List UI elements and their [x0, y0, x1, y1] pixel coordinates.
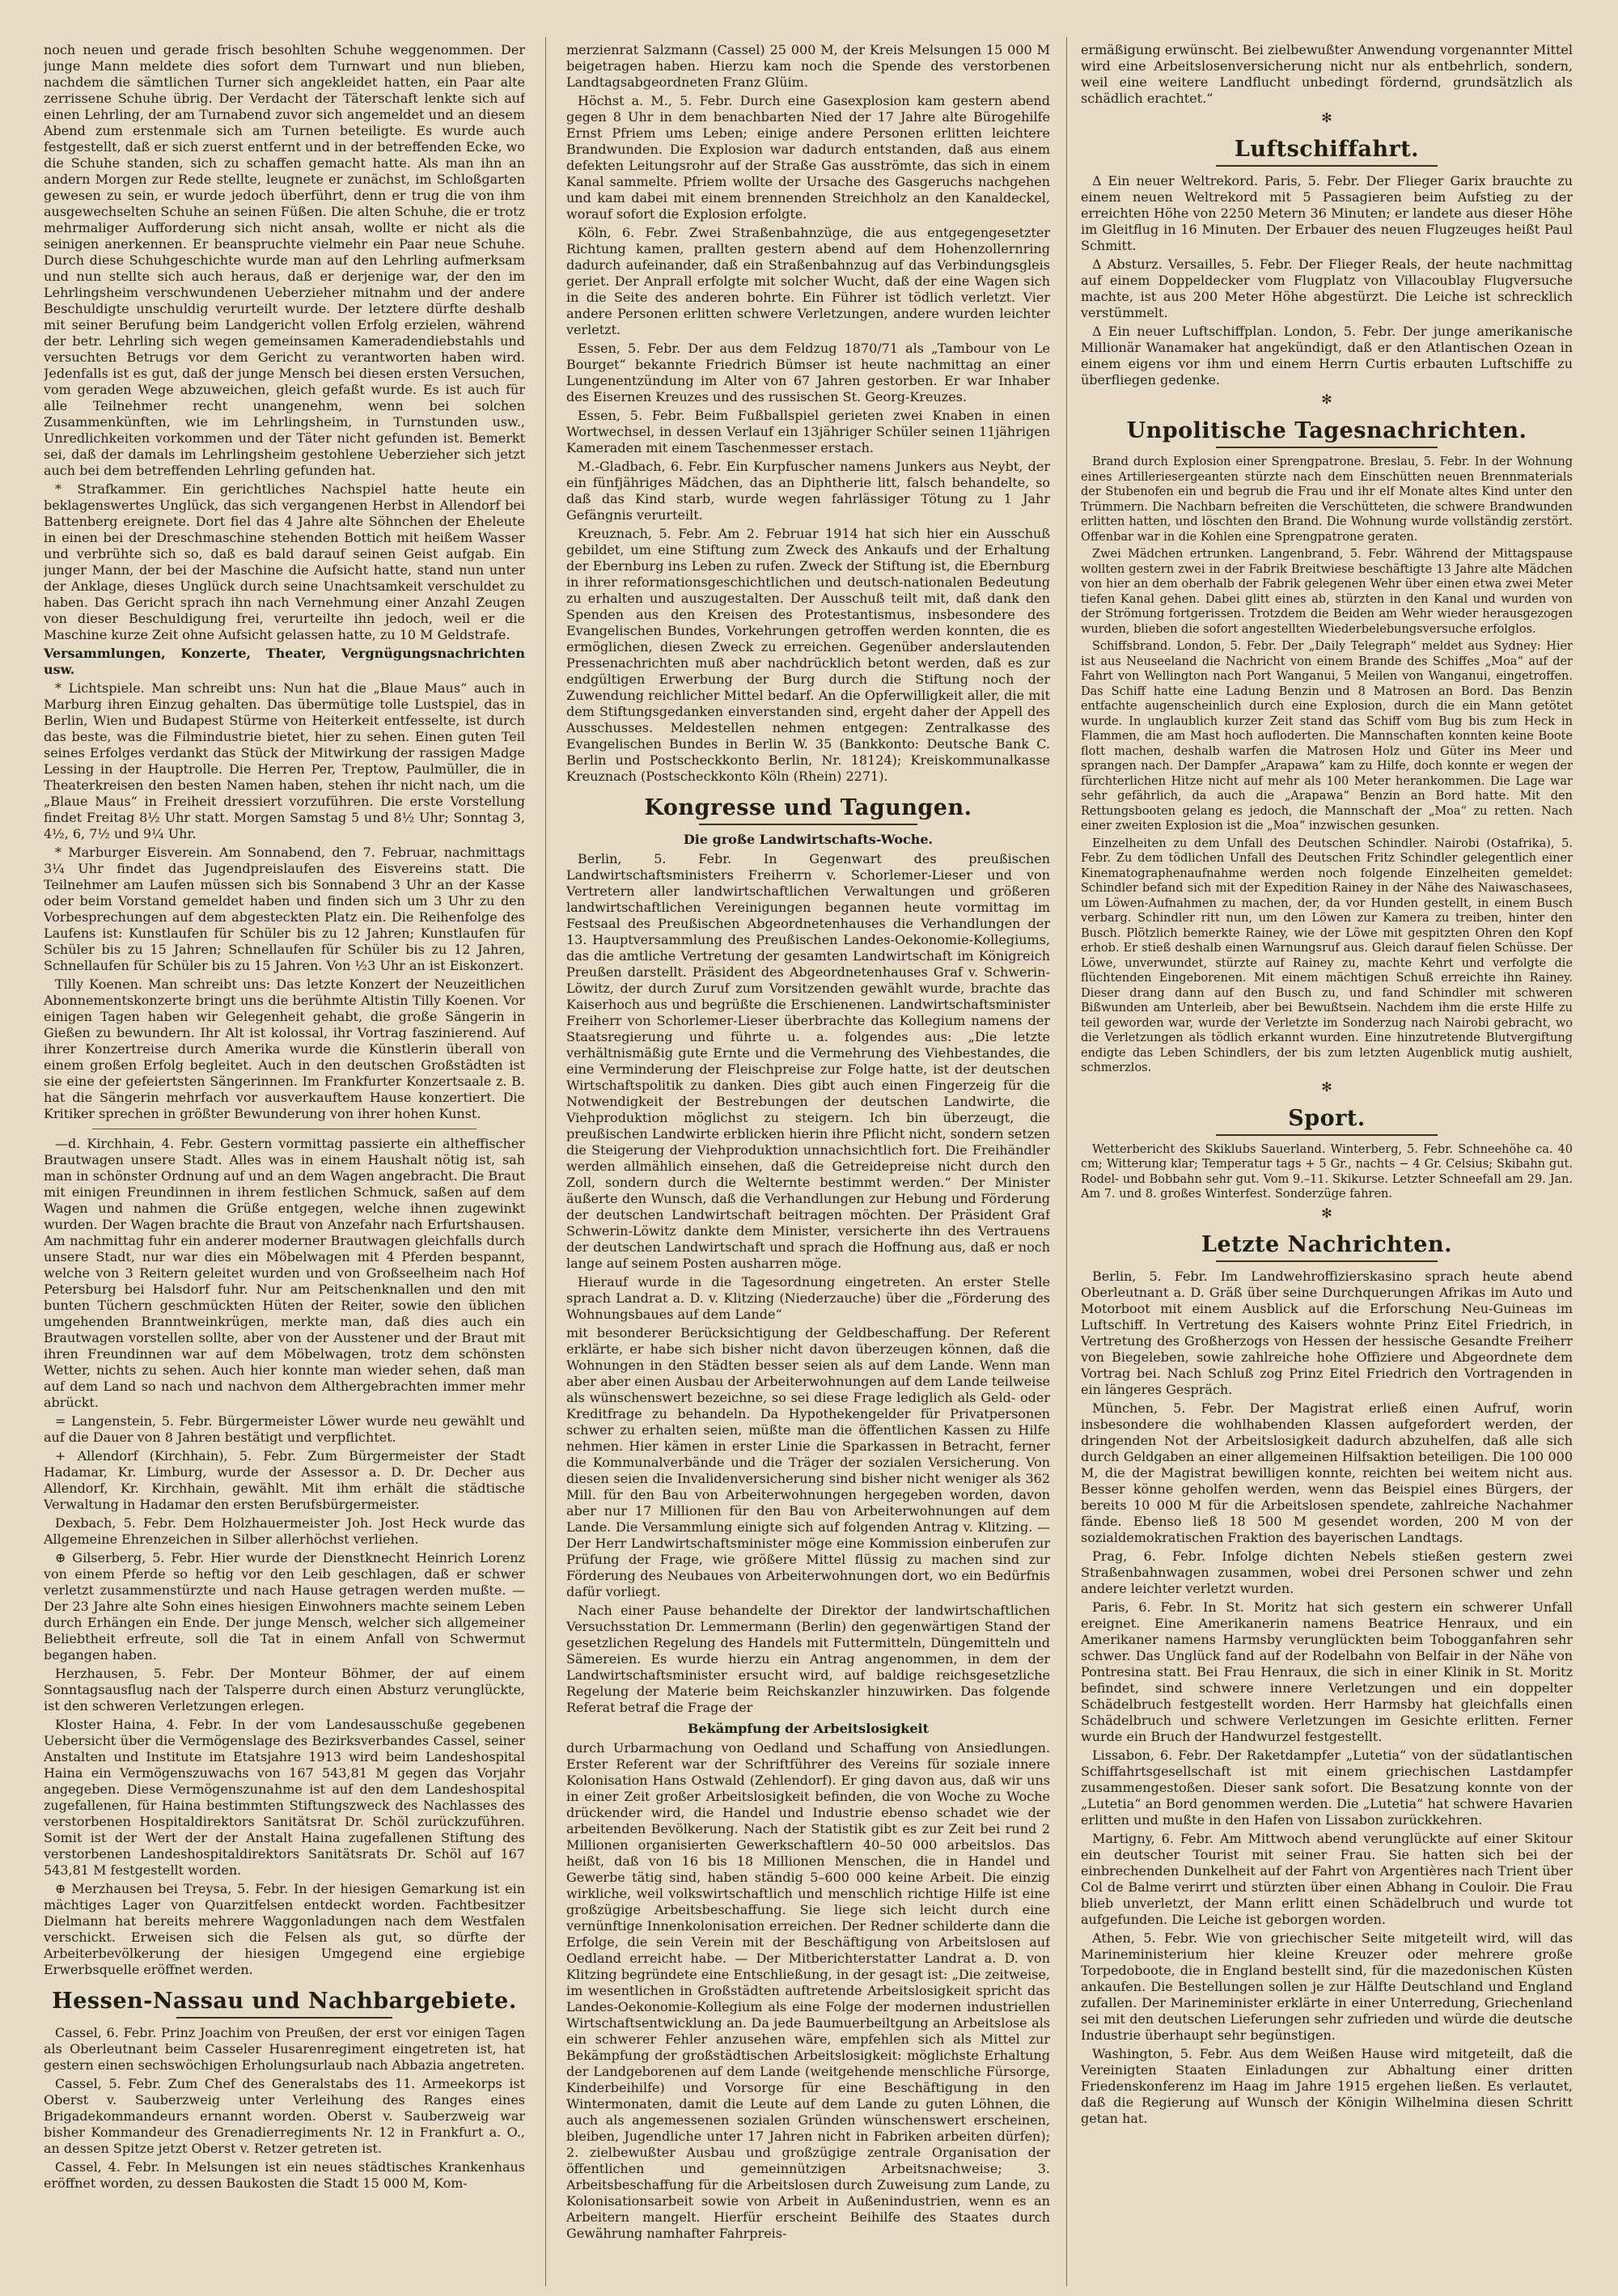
article-text: München, 5. Febr. Der Magistrat erließ einen Aufruf, worin insbesondere die wohlhabenden Klassen aufgefordert werden, der dringenden Not der Arbeitslosigkeit dadurch abzuhelfen, daß alle sich durch Geldgaben an einer allgemeinen Hilfsaktion beteiligen. Die 100 000 M, die der Magistrat bewilligen konnte, reichten bei weitem nicht aus. Besser könne geholfen werden, wenn das Beispiel eines Bürgers, der bereits 10 000 M für die Arbeitslosen spendete, zahlreiche Nachahmer fände. Ebenso ließ 18 500 M gesendet worden, 200 M von der sozialdemokratischen Fraktion des bayerischen Landtags.: [1081, 1400, 1573, 1545]
article-text: Δ Ein neuer Luftschiffplan. London, 5. Febr. Der junge amerikanische Millionär Wanamaker hat angekündigt, daß er den Atlantischen Ozean in einem eigens vor ihm und einem Herrn Curtis erbauten Luftschiffe zu überfliegen gedenke.: [1081, 324, 1573, 388]
article-text: durch Urbarmachung von Oedland und Schaffung von Ansiedlungen. Erster Referent war der Schriftführer des Vereins für soziale innere Kolonisation Hans Ostwald (Zehlendorf). Er ging davon aus, daß wir uns in einer Zeit großer Arbeitslosigkeit befinden, die von Woche zu Woche drückender wird, die Handel und Industrie ebenso schadet wie der arbeitenden Bevölkerung. Nach der Statistik gibt es zur Zeit bei rund 2 Millionen organisierten Gewerkschaftlern 40–50 000 arbeitslos. Das heißt, daß von 16 bis 18 Millionen Menschen, die in Handel und Gewerbe tätig sind, haben ständig 5–600 000 keine Arbeit. Die einzig wirkliche, weil volkswirtschaftlich und menschlich richtige Hilfe ist eine großzügige Arbeitsbeschaffung. Sie liege sich leicht durch eine vernünftige Innenkolonisation erreichen. Der Redner schilderte dann die Erfolge, die sein Verein mit der Beschäftigung von Arbeitslosen auf Oedland erreicht habe. — Der Mitberichterstatter Landrat a. D. von Klitzing begründete eine Entschließung, in der gesagt ist: „Die zeitweise, im wesentlichen in Großstädten auftretende Arbeitslosigkeit spricht das Landes-Oekonomie-Kollegium als eine Folge der modernen industriellen Wirtschaftsentwicklung an. Da jede Baumuerbeiltgung an Arbeitslose als ein schwerer Fehler anzusehen wäre, empfehlen sich als Mittel zur Bekämpfung der großstädtischen Arbeitslosigkeit: möglichste Erhaltung der Landgeborenen auf dem Lande (weitgehende menschliche Fürsorge, Kinderbeihilfe) und Vorsorge für eine Beschäftigung in den Wintermonaten, damit die Leute auf dem Lande zu guten Löhnen, die auch als angemessenen sozialen Gründen wünschenswert erscheinen, bleiben, Jugendliche unter 17 Jahren nicht in Fabriken arbeiten dürfen); 2. zielbewußter Ausbau und großzügige zentrale Organisation der öffentlichen und gemeinnützigen Arbeitsnachweise; 3. Arbeitsbeschaffung für die Arbeitslosen durch Zuweisung zum Lande, zu Kolonisationsarbeit sowie von Arbeit in Außenindustrien, wenn es an Arbeitern mangelt. Hierfür erscheint Beihilfe des Staates durch Gewährung namhafter Fahrpreis-: [566, 1740, 1050, 2241]
section-heading: Luftschiffahrt.: [1234, 137, 1420, 162]
heading-underline: [176, 2017, 393, 2019]
heading-underline: [1216, 165, 1438, 167]
article-text: Zwei Mädchen ertrunken. Langenbrand, 5. Febr. Während der Mittagspause wollten gestern zwei in der Fabrik Breitwiese beschäftigte 13 Jahre alte Mädchen von hier an dem oberhalb der Fabrik gelegenen Wehr über einen etwa zwei Meter tiefen Kanal gehen. Dabei glitt eines ab, stürzten in den Kanal und wurden von der Strömung fortgerissen. Trotzdem die Beiden am Wehr wieder herausgezogen wurden, blieben die sofort angestellten Wiederbelebungsversuche erfolglos.: [1081, 548, 1573, 636]
section-heading: Hessen-Nassau und Nachbargebiete.: [52, 1989, 517, 2014]
column-right: [1081, 42, 1573, 2283]
article-text: Essen, 5. Febr. Der aus dem Feldzug 1870/71 als „Tambour von Le Bourget“ bekannte Friedrich Bümser ist heute nachmittag an einer Lungenentzündung im Alter von 67 Jahren gestorben. Er war Inhaber des Eisernen Kreuzes und des russischen St. Georg-Kreuzes.: [566, 341, 1050, 405]
article-text: Berlin, 5. Febr. In Gegenwart des preußischen Landwirtschaftsministers Freiherrn v. Schorlemer-Lieser und von Vertretern aller landwirtschaftlichen Verwaltungen und größeren landwirtschaftlichen Vereinigungen begannen heute vormittag im Festsaal des Preußischen Abgeordnetenhauses die Verhandlungen der 13. Hauptversammlung des Preußischen Landes-Oekonomie-Kollegiums, das die amtliche Vertretung der gesamten Landwirtschaft im Königreich Preußen darstellt. Präsident des Abgeordnetenhauses Graf v. Schwerin-Löwitz, der durch Zuruf zum Vorsitzenden gewählt wurde, brachte das Kaiserhoch aus und begrüßte die Erschienenen. Landwirtschaftsminister Freiherr von Schorlemer-Lieser überbrachte das Kollegium namens der Staatsregierung und führte u. a. folgendes aus: „Die letzte verhältnismäßig gute Ernte und die Vermehrung des Viehbestandes, die eine Verminderung der Fleischpreise zur Folge hatte, ist der deutschen Wirtschaftspolitik zu danken. Dies gibt auch einen Fingerzeig für die Notwendigkeit der Bestrebungen der deutschen Landwirte, die Viehproduktion möglichst zu steigern. Ich bin überzeugt, die preußischen Landwirte erblicken hierin ihre Pflicht nicht, sondern setzen die Steigerung der Viehproduktion unnachsichtlich fort. Die Freihändler werden allmählich einsehen, daß die Getreidepreise nicht durch den Zoll, sondern durch die Welternte bestimmt werden.“ Der Minister äußerte den Wunsch, daß die Verhandlungen zur Hebung und Förderung der deutschen Landwirtschaft beitragen möchten. Der Präsident Graf Schwerin-Löwitz dankte dem Minister, versicherte ihn des Vertrauens der deutschen Landwirtschaft und sprach die Hoffnung aus, daß er noch lange auf seinem Posten ausharren möge.: [566, 851, 1050, 1271]
column-middle: [566, 42, 1050, 2283]
heading-underline: [1216, 1134, 1438, 1136]
article-text: Cassel, 4. Febr. In Melsungen ist ein neues städtisches Krankenhaus eröffnet worden, zu dessen Baukosten die Stadt 15 000 M, Kom-: [44, 2159, 525, 2191]
column-left: [44, 42, 525, 2283]
article-text: noch neuen und gerade frisch besohlten Schuhe weggenommen. Der junge Mann meldete dies sofort dem Turnwart und nun blieben, nachdem die sämtlichen Turner sich angekleidet hatten, ein Paar alte zerrissene Schuhe übrig. Der Verdacht der Täterschaft lenkte sich auf einen Lehrling, der am Turnabend zuvor sich angemeldet und an diesem Abend zum erstenmale sich am Turnen beteiligte. Es wurde auch festgestellt, daß er sich zuerst entfernt und in der betreffenden Ecke, wo die Schuhe standen, sich zu schaffen gemacht hatte. Als man ihn an andern Morgen zur Rede stellte, leugnete er zunächst, im Schloßgarten gewesen zu sein, er wurde jedoch überführt, denn er trug die von ihm ausgewechselten Schuhe an seinen Füßen. Die alten Schuhe, die er trotz mehrmaliger Aufforderung sich nicht ansah, wollte er nicht als die seinigen anerkennen. Er beanspruchte vielmehr ein Paar neue Schuhe. Durch diese Schuhgeschichte wurde man auf den Lehrling aufmerksam und nun stellte sich auch heraus, daß er derjenige war, der den im Lehrlingsheim verschwundenen Ueberzieher mitnahm und der andere Beschuldigte unschuldig verurteilt wurde. Der letztere dürfte deshalb mit seiner Berufung beim Landgericht vollen Erfolg erzielen, während der betr. Lehrling sich wegen gemeinsamen Kameradendiebstahls und versuchten Betrugs vor dem Gericht zu verantworten haben wird. Jedenfalls ist es gut, daß der junge Mensch bei diesen ersten Versuchen, vom geraden Wege abzuweichen, gleich gefaßt wurde. Es ist auch für alle Teilnehmer recht unangenehm, wenn bei solchen Zusammenkünften, wie im Lehrlingsheim, in Turnstunden usw., Unredlichkeiten vorkommen und der Täter nicht gefunden ist. Bemerkt sei, daß der damals im Lehrlingsheim gestohlene Ueberzieher sich jetzt auch bei dem betreffenden Lehrling gefunden hat.: [44, 42, 525, 478]
heading-underline: [1216, 1260, 1438, 1262]
article-text: ermäßigung erwünscht. Bei zielbewußter Anwendung vorgenannter Mittel wird eine Arbeitslosenversicherung nicht nur als entbehrlich, sondern, weil eine weitere Landflucht unbedingt fördernd, grundsätzlich als schädlich erachtet.“: [1081, 42, 1573, 106]
article-text: * Lichtspiele. Man schreibt uns: Nun hat die „Blaue Maus“ auch in Marburg ihren Einzug gehalten. Das übermütige tolle Lustspiel, das in Berlin, Wien und Budapest Stürme von Heiterkeit entfesselte, ist durch das beste, was die Filmindustrie bietet, hier zu sehen. Einen guten Teil seines Erfolges verdankt das Stück der Mitwirkung der rassigen Madge Lessing in der Hauptrolle. Die Herren Per, Treptow, Paulmüller, die in Theaterkreisen den besten Namen haben, stehen ihr nicht nach, um die „Blaue Maus“ in Freiheit dressiert vorzuführen. Die erste Vorstellung findet Freitag 8½ Uhr statt. Morgen Samstag 5 und 8½ Uhr; Sonntag 3, 4½, 6, 7½ und 9¼ Uhr.: [44, 680, 525, 841]
article-text: Washington, 5. Febr. Aus dem Weißen Hause wird mitgeteilt, daß die Vereinigten Staaten Einladungen zur Abhaltung einer dritten Friedenskonferenz im Haag im Jahre 1915 ergehen ließen. Es verlautet, daß die Regierung auf Wunsch der Königin Wilhelmina diesen Schritt getan hat.: [1081, 2045, 1573, 2126]
article-text: Tilly Koenen. Man schreibt uns: Das letzte Konzert der Neuzeitlichen Abonnementskonzerte bringt uns die berühmte Altistin Tilly Koenen. Vor einigen Tagen haben wir Gelegenheit gehabt, die große Sängerin in Gießen zu bewundern. Ihr Alt ist kolossal, ihr Vortrag faszinierend. Auf ihrer Konzertreise durch Amerika wurde die Künstlerin überall von einem großen Erfolg begleitet. Auch in den deutschen Großstädten ist sie eine der gefeiertsten Sängerinnen. Im Frankfurter Konzertsaale z. B. hat die Sängerin mehrfach vor ausverkauftem Hause konzertiert. Die Kritiker sprechen in größter Bewunderung von ihrer hohen Kunst.: [44, 976, 525, 1121]
ornament-star: ✻: [1321, 392, 1332, 407]
article-text: * Marburger Eisverein. Am Sonnabend, den 7. Februar, nachmittags 3¼ Uhr findet das Jugendpreislaufen des Eisvereins statt. Die Teilnehmer am Laufen müssen sich bis Sonnabend 3 Uhr an der Kasse oder beim Vorstand gemeldet haben und finden sich um 3 Uhr zu den Vorbesprechungen auf dem abgesteckten Platz ein. Die Reihenfolge des Laufens ist: Kunstlaufen für Schüler bis zu 12 Jahren; Kunstlaufen für Schüler bis zu 15 Jahren; Schnellaufen für Schüler bis zu 12 Jahren, Schnellaufen für Schüler bis zu 15 Jahren. Von ½3 Uhr an ist Eiskonzert.: [44, 845, 525, 973]
article-text: Herzhausen, 5. Febr. Der Monteur Böhmer, der auf einem Sonntagsausflug nach der Talsperre durch einen Absturz verunglückte, ist den schweren Verletzungen erlegen.: [44, 1666, 525, 1714]
ornament-star: ✻: [1321, 1205, 1332, 1221]
subheading: Die große Landwirtschafts-Woche.: [683, 832, 934, 847]
article-text: Brand durch Explosion einer Sprengpatrone. Breslau, 5. Febr. In der Wohnung eines Artilleriesergeanten stürzte nach dem Einschütten neuen Brennmaterials der Stubenofen ein und begrub die Frau und ihr elf Monate altes Kind unter den Trümmern. Die Nachbarn befreiten die Verschütteten, die schwere Brandwunden erlitten hatten, und löschten den Brand. Die Wohnung wurde vollständig zerstört. Offenbar war in die Kohlen eine Sprengpatrone geraten.: [1081, 455, 1573, 544]
section-heading: Sport.: [1288, 1105, 1366, 1131]
article-text: Nach einer Pause behandelte der Direktor der landwirtschaftlichen Versuchsstation Dr. Lemmermann (Berlin) den gegenwärtigen Stand der gesetzlichen Regelung des Handels mit Futtermitteln, Düngemitteln und Sämereien. Es wurde hierzu ein Antrag angenommen, in dem der Landwirtschaftsminister ersucht wird, auf baldige reichsgesetzliche Regelung der Materie beim Reichskanzler hinzuwirken. Das folgende Referat betraf die Frage der: [566, 1603, 1050, 1715]
article-text: Dexbach, 5. Febr. Dem Holzhauermeister Joh. Jost Heck wurde das Allgemeine Ehrenzeichen in Silber allerhöchst verliehen.: [44, 1515, 525, 1547]
article-text: Cassel, 5. Febr. Zum Chef des Generalstabs des 11. Armeekorps ist Oberst v. Sauberzweig unter Verleihung des Ranges eines Brigadekommandeurs ernannt worden. Oberst v. Sauberzweig war bisher Kommandeur des Grenadierregiments Nr. 12 in Frankfurt a. O., an dessen Spitze jetzt Oberst v. Retzer getreten ist.: [44, 2076, 525, 2156]
column-rule: [1066, 37, 1067, 2286]
article-text: Berlin, 5. Febr. Im Landwehroffizierskasino sprach heute abend Oberleutnant a. D. Gräß über seine Durchquerungen Afrikas im Auto und Motorboot mit einem Ausblick auf die Erforschung Neu-Guineas im Luftschiff. In Vertretung des Kaisers wohnte Prinz Eitel Friedrich, in Vertretung des Großherzogs von Hessen der hessische Gesandte Freiherr von Biegeleben, sowie zahlreiche hohe Offiziere und Abgeordnete dem Vortrag bei. Nach Schluß zog Prinz Eitel Friedrich den Vortragenden in ein längeres Gespräch.: [1081, 1268, 1573, 1397]
article-text: M.-Gladbach, 6. Febr. Ein Kurpfuscher namens Junkers aus Neybt, der ein fünfjähriges Mädchen, das an Diphtherie litt, falsch behandelte, so daß das Kind starb, wurde wegen fahrlässiger Tötung zu 1 Jahr Gefängnis verurteilt.: [566, 459, 1050, 523]
article-text: Höchst a. M., 5. Febr. Durch eine Gasexplosion kam gestern abend gegen 8 Uhr in dem benachbarten Nied der 17 Jahre alte Bürogehilfe Ernst Pfriem ums Leben; einige andere Personen erlitten leichtere Brandwunden. Die Explosion war dadurch entstanden, daß aus einem defekten Leitungsrohr auf der Straße Gas ausströmte, das sich in einem Kanal sammelte. Pfriem wollte der Ursache des Gasgeruchs nachgehen und kam dabei mit einem brennenden Streichholz an den Kanaldeckel, worauf sofort die Explosion erfolgte.: [566, 93, 1050, 222]
article-text: Δ Ein neuer Weltrekord. Paris, 5. Febr. Der Flieger Garix brauchte zu einem neuen Weltrekord mit 5 Passagieren beim Aufstieg zu der erreichten Höhe von 2250 Metern 36 Minuten; er landete aus dieser Höhe im Gleitflug in 16 Minuten. Der Erbauer des neuen Flugzeuges heißt Paul Schmitt.: [1081, 173, 1573, 253]
article-text: ⊕ Merzhausen bei Treysa, 5. Febr. In der hiesigen Gemarkung ist ein mächtiges Lager von Quarzitfelsen entdeckt worden. Fachtbesitzer Dielmann hat bereits mehrere Waggonladungen nach dem Westfalen verschickt. Erweisen sich die Felsen als gut, so dürfte der Arbeiterbevölkerung der hiesigen Umgegend eine ergiebige Erwerbsquelle eröffnet werden.: [44, 1881, 525, 1977]
article-text: Paris, 6. Febr. In St. Moritz hat sich gestern ein schwerer Unfall ereignet. Eine Amerikanerin namens Beatrice Henraux, und ein Amerikaner namens Harmsby verunglückten beim Tobogganfahren sehr schwer. Das Unglück fand auf der Rodelbahn von Belfair in der Nähe von Pontresina statt. Bei Frau Henraux, die sich in einer Klinik in St. Moritz befindet, sind schwere innere Verletzungen und ein doppelter Schädelbruch festgestellt worden. Herr Harmsby hat gleichfalls einen Schädelbruch und schwere Verletzungen im Gesichte erlitten. Ferner wurde ein Bruch der Handwurzel festgestellt.: [1081, 1599, 1573, 1744]
article-text: Wetterbericht des Skiklubs Sauerland. Winterberg, 5. Febr. Schneehöhe ca. 40 cm; Witterung klar; Temperatur tags + 5 Gr., nachts − 4 Gr. Celsius; Skibahn gut. Rodel- und Bobbahn sehr gut. Vom 9.–11. Skikurse. Letzter Schneefall am 29. Jan. Am 7. und 8. großes Winterfest. Sonderzüge fahren.: [1081, 1142, 1573, 1201]
article-text: Kloster Haina, 4. Febr. In der vom Landesausschuße gegebenen Uebersicht über die Vermögenslage des Bezirksverbandes Cassel, seiner Anstalten und Institute im Etatsjahre 1913 wird beim Landeshospital Haina ein Vermögenszuwachs von 167 543,81 M gegen das Vorjahr angegeben. Diese Vermögenszunahme ist auf den dem Landeshospital zugefallenen, für Haina bestimmten Stiftungszweck des Nachlasses des verstorbenen Hospitaldirektors Sanitätsrat Dr. Schöl zurückzuführen. Somit ist der Wert der der Anstalt Haina zugefallenen Stiftung des verstorbenen Landeshospitaldirektors Sanitätsrats Dr. Schöl auf 167 543,81 M festgestellt worden.: [44, 1717, 525, 1878]
section-heading: Letzte Nachrichten.: [1201, 1231, 1452, 1257]
article-text: Athen, 5. Febr. Wie von griechischer Seite mitgeteilt wird, will das Marineministerium hier kleine Kreuzer oder mehrere große Torpedoboote, die in England bestellt sind, für die mazedonischen Küsten ankaufen. Die Bestellungen sollen je zur Hälfte Deutschland und England zufallen. Der Marineminister erklärte in einer Unterredung, Griechenland sei mit den deutschen Lieferungen sehr zufrieden und würde die deutsche Industrie überhaupt sehr begünstigen.: [1081, 1930, 1573, 2043]
article-text: Cassel, 6. Febr. Prinz Joachim von Preußen, der erst vor einigen Tagen als Oberleutnant beim Casseler Husarenregiment eingetreten ist, hat gestern einen sechswöchigen Erholungsurlaub nach Abbazia angetreten.: [44, 2025, 525, 2073]
article-text: Lissabon, 6. Febr. Der Raketdampfer „Lutetia“ von der südatlantischen Schiffahrtsgesellschaft ist mit einem griechischen Lastdampfer zusammengestoßen. Dieser sank sofort. Die Besatzung konnte von der „Lutetia“ an Bord genommen werden. Die „Lutetia“ hat schwere Havarien erlitten und mußte in den Hafen von Lissabon zurückkehren.: [1081, 1747, 1573, 1828]
article-text: Köln, 6. Febr. Zwei Straßenbahnzüge, die aus entgegengesetzter Richtung kamen, prallten gestern abend auf dem Hohenzollernring dadurch aufeinander, daß ein Straßenbahnzug auf das Verbindungsgleis geriet. Der Anprall erfolgte mit solcher Wucht, daß der eine Wagen sich in die Seite des anderen bohrte. Ein Führer ist tödlich verletzt. Vier andere Personen erlitten schwere Verletzungen, andere wurden leichter verletzt.: [566, 225, 1050, 337]
column-rule: [545, 37, 546, 2286]
heading-underline: [1216, 447, 1438, 448]
article-text: Einzelheiten zu dem Unfall des Deutschen Schindler. Nairobi (Ostafrika), 5. Febr. Zu dem tödlichen Unfall des Deutschen Fritz Schindler gelegentlich einer Kinematographenaufnahme werden noch folgende Einzelheiten gemeldet: Schindler befand sich mit der Expedition Rainey in der Nähe des Naiwaschasees, um Löwen-Aufnahmen zu machen, der, da vor Hunden gestellt, in einem Busch verbarg. Schindler ritt nun, um den Löwen zur Kamera zu treiben, hinter den Busch. Plötzlich bemerkte Rainey, wie der Löwe mit gespitzten Ohren den Kopf erhob. Er stieß deshalb einen Warnungsruf aus. Gleich darauf fielen Schüsse. Der Löwe, unverwundet, stürzte auf Rainey zu, machte Kehrt und verfolgte die flüchtenden Eingeborenen. Mit einem mächtigen Schuß erreichte ihn Rainey. Dieser drang dann auf den Busch zu, und fand Schindler mit schweren Bißwunden am Unterleib, aber bei Bewußtsein. Nachdem ihm die erste Hilfe zu teil geworden war, wurde der Verletzte im Sonderzug nach Nairobi gebracht, wo die Verletzungen als tödlich erkannt wurden. Eine hinzutretende Blutvergiftung endigte das Leben Schindlers, der bis zum letzten Augenblick mutig aushielt, schmerzlos.: [1081, 837, 1573, 1074]
section-heading: Unpolitische Tagesnachrichten.: [1126, 418, 1527, 443]
article-text: Schiffsbrand. London, 5. Febr. Der „Daily Telegraph“ meldet aus Sydney: Hier ist aus Neuseeland die Nachricht von einem Brande des Schiffes „Moa“ auf der Fahrt von Wellington nach Port Wanganui, 5 Meilen von Wanganui, eingetroffen. Das Schiff hatte eine Ladung Benzin und 8 Matrosen an Bord. Das Benzin entfachte augenscheinlich durch eine Explosion, durch die ein Mann getötet wurde. In unglaublich kurzer Zeit stand das Schiff vom Bug bis zum Heck in Flammen, die am Mast hoch aufloderten. Die Mannschaften konnten keine Boote flott machen, deshalb warfen die Matrosen Holz und Güter ins Meer und sprangen nach. Der Dampfer „Arapawa“ kam zu Hilfe, doch konnte er wegen der fürchterlichen Hitze nicht auf mehr als 100 Meter herankommen. Die Lage war sehr gefährlich, da auch die „Arapawa“ Benzin an Bord hatte. Mit den Rettungsbooten gelang es jedoch, die Mannschaft der „Moa“ zu retten. Nach einer zweiten Explosion ist die „Moa“ inzwischen gesunken.: [1081, 640, 1573, 832]
article-text: Martigny, 6. Febr. Am Mittwoch abend verunglückte auf einer Skitour ein deutscher Tourist mit seiner Frau. Sie hatten sich bei der einbrechenden Dunkelheit auf der Fahrt von Argentières nach Trient über Col de Balme verirrt und stürzten über einen Abhang in Couloir. Die Frau blieb unverletzt, der Mann erlitt einen Schädelbruch und wurde tot aufgefunden. Die Leiche ist geborgen worden.: [1081, 1830, 1573, 1927]
section-heading: Kongresse und Tagungen.: [644, 795, 972, 820]
article-text: —d. Kirchhain, 4. Febr. Gestern vormittag passierte ein altheffischer Brautwagen unsere Stadt. Alles was in einem Haushalt nötig ist, sah man in schönster Ordnung auf und an dem Wagen angebracht. Die Braut mit einigen Freundinnen in ihrem festlichen Schmuck, saßen auf dem Wagen und nahmen die Grüße entgegen, welche ihnen zugewinkt wurden. Der Wagen brachte die Braut von Anzefahr nach Erfurtshausen. Am nachmittag fuhr ein anderer moderner Brautwagen gleichfalls durch unsere Stadt, nur war dies ein Möbelwagen mit 4 Pferden bespannt, welche von 3 Reitern geleitet wurden und von Großseelheim nach Hof Petersburg bei Halsdorf fuhr. Nur am Peitschenknallen und den mit bunten Tüchern geschmückten Hüten der Reiter, sowie den üblichen umgehenden Branntweinkrügen, merkte man, daß dies auch ein Brautwagen vorstellen sollte, aber von der Ausstener und der Braut mit ihren Freundinnen war auf dem Möbelwagen, trotz dem schönsten Wetter, nichts zu sehen. Auch hier konnte man wieder sehen, daß man auf dem Land so nach und nachvon dem Althergebrachten immer mehr abrückt.: [44, 1136, 525, 1410]
article-text: mit besonderer Berücksichtigung der Geldbeschaffung. Der Referent erklärte, er habe sich bisher nicht davon überzeugen können, daß die Wohnungen in den Städten besser seien als auf dem Lande. Wenn man aber aber einen Ausbau der Arbeiterwohnungen auf dem Lande teilweise als wünschenswert bezeichne, so sei diese Frage lediglich als Geld- oder Kreditfrage zu behandeln. Da Hypothekengelder für Privatpersonen schwer zu erhalten seien, müßte man die öffentlichen Kassen zu Hilfe nehmen. Hier kämen in erster Linie die Sparkassen in Betracht, ferner die Kommunalverbände und die Träger der sozialen Versicherung. Von diesen seien die Invalidenversicherung sind bisher nicht weniger als 362 Mill. für den Bau von Arbeiterwohnungen hergegeben worden, davon aber nur 17 Millionen für den Bau von Arbeiterwohnungen auf dem Lande. Die Versammlung einigte sich auf folgenden Antrag v. Klitzing. — Der Herr Landwirtschaftsminister möge eine Kommission einberufen zur Prüfung der Frage, wie größere Mittel flüssig zu machen sind zur Förderung des Neubaues von Arbeiterwohnungen dort, wo ein Bedürfnis dafür vorliegt.: [566, 1325, 1050, 1599]
article-text: Prag, 6. Febr. Infolge dichten Nebels stießen gestern zwei Straßenbahnwagen zusammen, wobei drei Personen schwer und zehn andere leichter verletzt wurden.: [1081, 1548, 1573, 1596]
article-text: Essen, 5. Febr. Beim Fußballspiel gerieten zwei Knaben in einen Wortwechsel, in dessen Verlauf ein 13jähriger Schüler seinen 11jährigen Kameraden mit einem Taschenmesser erstach.: [566, 408, 1050, 455]
section-heading-small: Versammlungen, Konzerte, Theater, Vergnügungsnachrichten usw.: [44, 646, 525, 677]
article-text: Δ Absturz. Versailles, 5. Febr. Der Flieger Reals, der heute nachmittag auf einem Doppeldecker vom Flugplatz von Villacoublay Flugversuche machte, ist aus 200 Meter Höhe abgestürzt. Die Leiche ist schrecklich verstümmelt.: [1081, 256, 1573, 320]
article-text: = Langenstein, 5. Febr. Bürgermeister Löwer wurde neu gewählt und auf die Dauer von 8 Jahren bestätigt und verpflichtet.: [44, 1413, 525, 1445]
subheading: Bekämpfung der Arbeitslosigkeit: [688, 1721, 929, 1736]
article-text: Hierauf wurde in die Tagesordnung eingetreten. An erster Stelle sprach Landrat a. D. v. Klitzing (Niederzauche) über die „Förderung des Wohnungsbaues auf dem Lande“: [566, 1274, 1050, 1322]
ornament-star: ✻: [1321, 1078, 1332, 1095]
article-text: merzienrat Salzmann (Cassel) 25 000 M, der Kreis Melsungen 15 000 M beigetragen haben. Hierzu kam noch die Spende des verstorbenen Landtagsabgeordneten Franz Glüim.: [566, 42, 1050, 90]
article-text: ⊕ Gilserberg, 5. Febr. Hier wurde der Dienstknecht Heinrich Lorenz von einem Pferde so heftig vor den Leib geschlagen, daß er schwer verletzt zusammenstürzte und nach Hause getragen werden mußte. — Der 23 Jahre alte Sohn eines hiesigen Einwohners machte seinem Leben durch Erhängen ein Ende. Der junge Mensch, welcher sich allgemeiner Beliebtheit erfreute, soll die Tat in einem Anfall von Schwermut begangen haben.: [44, 1550, 525, 1663]
heading-underline: [699, 824, 917, 825]
article-text: Kreuznach, 5. Febr. Am 2. Februar 1914 hat sich hier ein Ausschuß gebildet, um eine Stiftung zum Zweck des Ankaufs und der Erhaltung der Ebernburg ins Leben zu rufen. Zweck der Stiftung ist, die Ebernburg in ihrer reformationsgeschichtlichen und deutsch-nationalen Bedeutung zu erhalten und auszugestalten. Der Ausschuß teilt mit, daß dank den Spenden aus den Kreisen des Protestantismus, insbesondere des Evangelischen Bundes, Vorkehrungen getroffen werden konnten, die es ermöglichen, diesen Zweck zu erreichen. Gegenüber anderslautenden Pressenachrichten muß aber nachdrücklich betont werden, daß es zur endgültigen Erwerbung der Burg durch die Stiftung noch der Zuwendung reichlicher Mittel bedarf. An die Opferwilligkeit aller, die mit dem Stiftungsgedanken einverstanden sind, ergeht daher der Appell des Ausschusses. Meldestellen nehmen entgegen: Zentralkasse des Evangelischen Bundes in Berlin W. 35 (Bankkonto: Deutsche Bank C. Berlin und Postscheckkonto Berlin, Nr. 18124); Kreiskommunalkasse Kreuznach (Postscheckkonto Köln (Rhein) 2271).: [566, 526, 1050, 784]
ornament-star: ✻: [1321, 110, 1332, 125]
article-text: * Strafkammer. Ein gerichtliches Nachspiel hatte heute ein beklagenswertes Unglück, das sich vergangenen Herbst in Allendorf bei Battenberg ereignete. Dort fiel das 4 Jahre alte Söhnchen der Eheleute in einen bei der Dreschmaschine stehenden Bottich mit heißem Wasser und verbrühte sich so, daß es bald darauf seinen Geist aufgab. Ein junger Mann, der bei der Maschine die Aufsicht hatte, stand nun unter der Anklage, dieses Unglück durch seine Unachtsamkeit verschuldet zu haben. Das Gericht sprach ihn nach Vernehmung einer Anzahl Zeugen von dieser Beschuldigung frei, verurteilte ihn jedoch, weil er die Maschine kurze Zeit ohne Aufsicht gelassen hatte, zu 10 M Geldstrafe.: [44, 481, 525, 642]
article-text: + Allendorf (Kirchhain), 5. Febr. Zum Bürgermeister der Stadt Hadamar, Kr. Limburg, wurde der Assessor a. D. Dr. Decher aus Allendorf, Kr. Kirchhain, gewählt. Mit ihm erhält die städtische Verwaltung in Hadamar den ersten Berufsbürgermeister.: [44, 1448, 525, 1512]
